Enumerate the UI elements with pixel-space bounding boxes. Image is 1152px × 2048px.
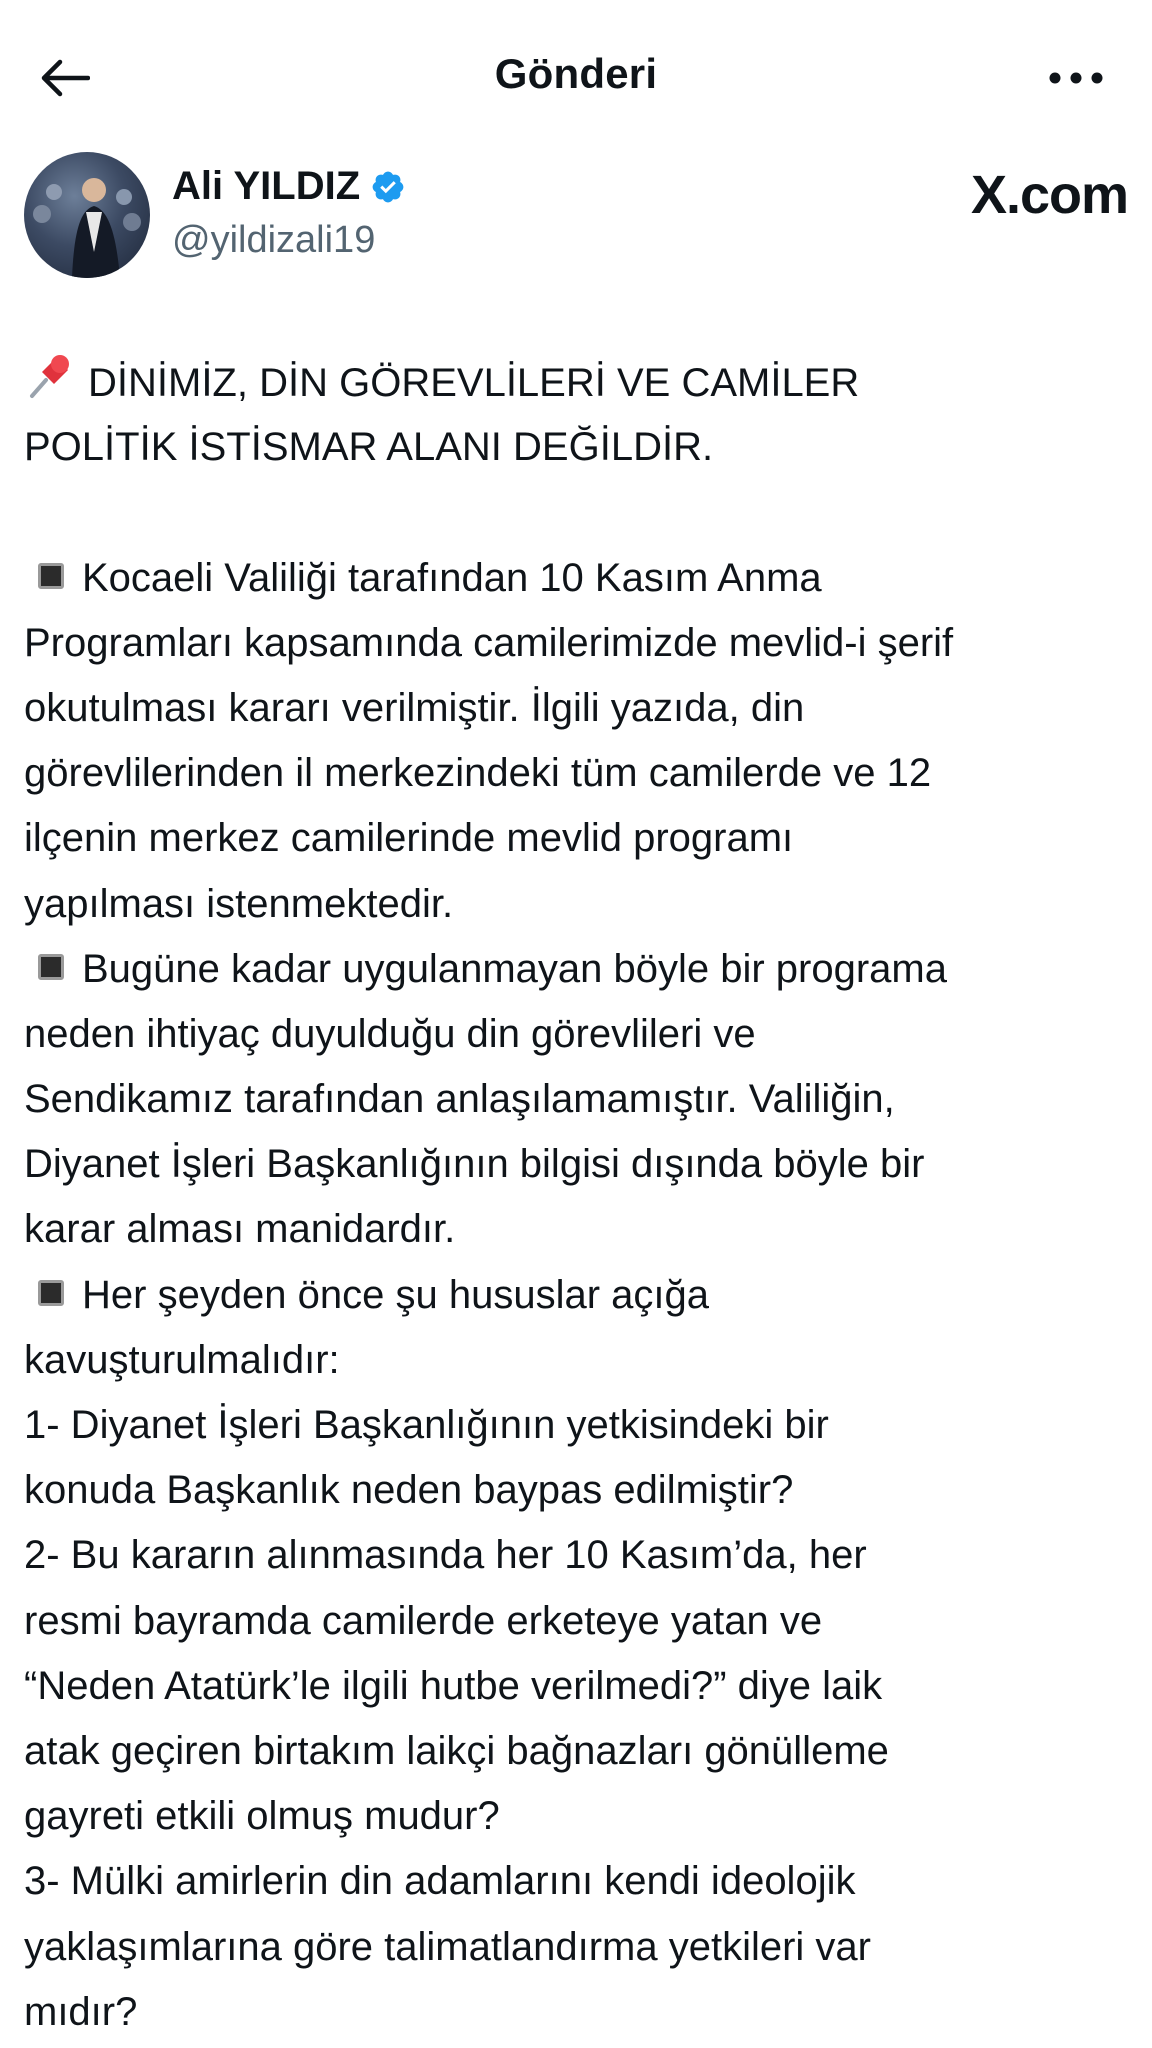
post-line: atak geçiren birtakım laikçi bağnazları gönülleme <box>24 1728 889 1773</box>
post-line: Diyanet İşleri Başkanlığının bilgisi dışında böyle bir <box>24 1142 925 1187</box>
avatar-photo <box>24 152 150 278</box>
source-label: X.com <box>970 165 1128 225</box>
post-line: Bugüne kadar uygulanmayan böyle bir programa <box>24 937 1134 1002</box>
author-handle[interactable]: @yildizali19 <box>172 219 376 261</box>
author-names <box>172 164 406 262</box>
pushpin-icon <box>24 350 76 402</box>
post-line: resmi bayramda camilerde erketeye yatan ve <box>24 1598 823 1643</box>
verified-badge-icon <box>370 169 406 205</box>
post-line: Sendikamız tarafından anlaşılamamıştır. Valiliğin, <box>24 1077 895 1122</box>
post-text <box>24 350 1134 2045</box>
post-line: 3- Mülki amirlerin din adamlarını kendi ideolojik <box>24 1859 856 1904</box>
more-horizontal-icon <box>1048 71 1104 85</box>
post-author <box>24 152 1128 282</box>
author-display-name-row[interactable] <box>172 164 406 209</box>
post-line: Her şeyden önce şu hususlar açığa <box>24 1263 1134 1328</box>
black-square-icon <box>38 954 64 980</box>
post-line: ilçenin merkez camilerinde mevlid programı <box>24 816 794 861</box>
post-line: DİNİMİZ, DİN GÖREVLİLERİ VE CAMİLER <box>24 350 1134 415</box>
post-line <box>24 480 1134 545</box>
post-line: konuda Başkanlık neden baypas edilmiştir? <box>24 1468 794 1513</box>
post-line: kavuşturulmalıdır: <box>24 1337 340 1382</box>
author-display-name: Ali YILDIZ <box>172 164 361 208</box>
top-bar <box>0 0 1152 150</box>
post-line: “Neden Atatürk’le ilgili hutbe verilmedi?” diye laik <box>24 1663 883 1708</box>
post-line: görevlilerinden il merkezindeki tüm camilerde ve 12 <box>24 751 932 796</box>
post-line: okutulması kararı verilmiştir. İlgili yazıda, din <box>24 685 805 730</box>
post-line: yaklaşımlarına göre talimatlandırma yetkileri var <box>24 1924 871 1969</box>
black-square-icon <box>38 1280 64 1306</box>
avatar[interactable] <box>24 152 150 278</box>
post-line: neden ihtiyaç duyulduğu din görevlileri ve <box>24 1011 756 1056</box>
post-line: Programları kapsamında camilerimizde mevlid-i şerif <box>24 620 954 665</box>
post-line: mıdır? <box>24 1989 138 2034</box>
post-line: Kocaeli Valiliği tarafından 10 Kasım Anma <box>24 546 1134 611</box>
post-line: 2- Bu kararın alınmasında her 10 Kasım’da, her <box>24 1533 867 1578</box>
post-line: yapılması istenmektedir. <box>24 881 454 926</box>
post-line: POLİTİK İSTİSMAR ALANI DEĞİLDİR. <box>24 425 714 470</box>
black-square-icon <box>38 563 64 589</box>
post-line: 1- Diyanet İşleri Başkanlığının yetkisindeki bir <box>24 1403 829 1447</box>
page-title: Gönderi <box>494 50 658 97</box>
more-options-button[interactable] <box>1036 50 1116 106</box>
post-line: gayreti etkili olmuş mudur? <box>24 1794 500 1839</box>
post-line: karar alması manidardır. <box>24 1207 456 1252</box>
